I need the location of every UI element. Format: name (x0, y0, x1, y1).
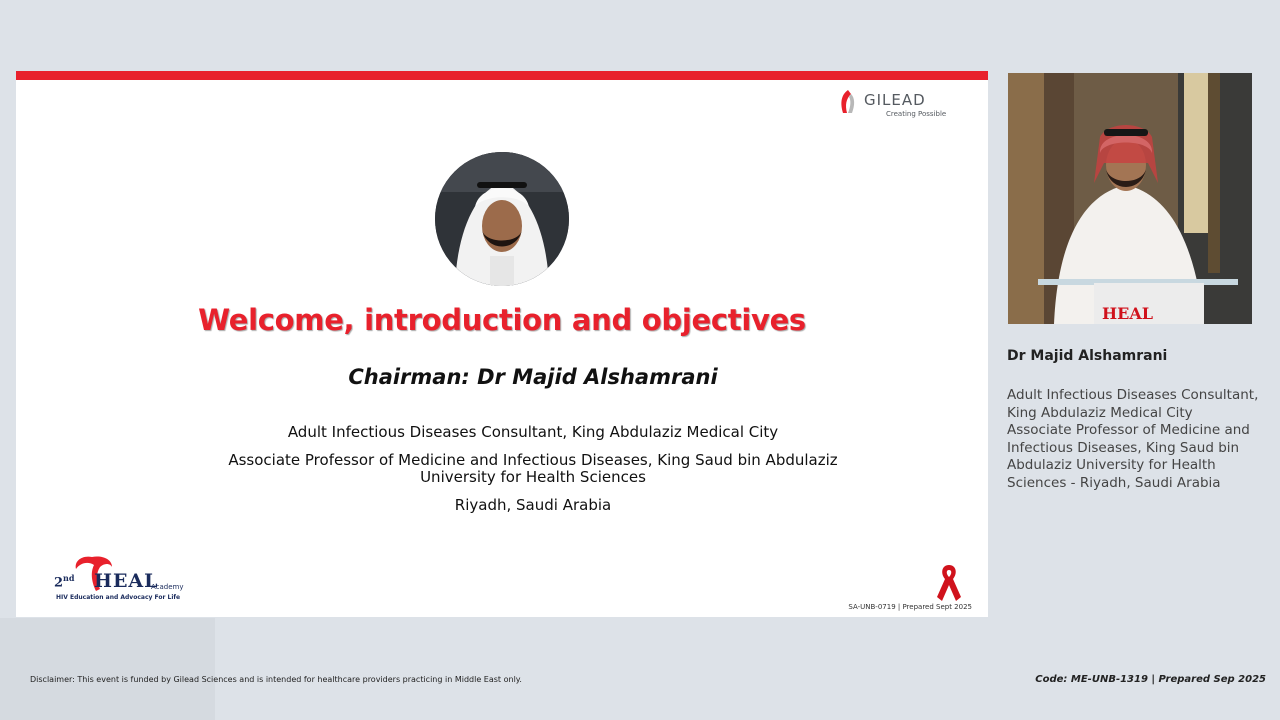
disclaimer-text: Disclaimer: This event is funded by Gilead Sciences and is intended for healthcare providers practicing in Middle East only. (30, 675, 522, 684)
heal-ordinal (54, 573, 74, 590)
slide-title: Welcome, introduction and objectives (198, 303, 806, 337)
speaker-bio-line: Infectious Diseases, King Saud bin (1007, 439, 1240, 456)
gilead-name: GILEAD (864, 91, 926, 109)
speaker-bio-line: King Abdulaziz Medical City (1007, 404, 1193, 421)
speaker-name: Dr Majid Alshamrani (1007, 348, 1168, 364)
speaker-video (1008, 73, 1252, 324)
slide-code: SA-UNB-0719 | Prepared Sept 2025 (848, 603, 972, 611)
portrait-image (435, 152, 569, 286)
chairman-line: Chairman: Dr Majid Alshamrani (348, 365, 718, 389)
speaker-bio-line: Abdulaziz University for Health (1007, 457, 1216, 473)
background-panel (0, 618, 215, 720)
role-line-part: Associate Professor of Medicine and Infectious Diseases, King Saud bin Abdulaziz (228, 451, 838, 469)
chairman-portrait (435, 152, 569, 286)
presentation-slide (16, 71, 988, 617)
role-line: Adult Infectious Diseases Consultant, King Abdulaziz Medical City (287, 423, 779, 441)
heal-ordinal-suffix: nd (63, 573, 75, 583)
heal-academy-logo (54, 553, 190, 605)
location-line: Riyadh, Saudi Arabia (454, 496, 612, 514)
heal-ordinal-number: 2 (54, 575, 64, 591)
heal-word: HEAL (94, 570, 159, 592)
gilead-mark-icon (838, 89, 858, 115)
speaker-bio (1007, 387, 1277, 492)
awareness-ribbon-icon (933, 563, 965, 603)
speaker-bio-line: Adult Infectious Diseases Consultant, (1007, 387, 1259, 403)
speaker-bio-line: Associate Professor of Medicine and (1007, 422, 1250, 438)
speaker-video-frame (1008, 73, 1252, 324)
speaker-bio-line: Sciences - Riyadh, Saudi Arabia (1007, 474, 1221, 491)
heal-academy: Academy (151, 583, 184, 591)
gilead-logo (838, 89, 950, 121)
slide-accent-bar (16, 71, 988, 80)
role-line-part: University for Health Sciences (420, 468, 646, 486)
svg-text:HEAL: HEAL (1102, 304, 1153, 323)
role-line (16, 452, 988, 486)
gilead-tagline: Creating Possible (886, 110, 947, 118)
heal-tagline: HIV Education and Advocacy For Life (56, 594, 181, 601)
footer-code: Code: ME-UNB-1319 | Prepared Sep 2025 (1035, 674, 1266, 685)
